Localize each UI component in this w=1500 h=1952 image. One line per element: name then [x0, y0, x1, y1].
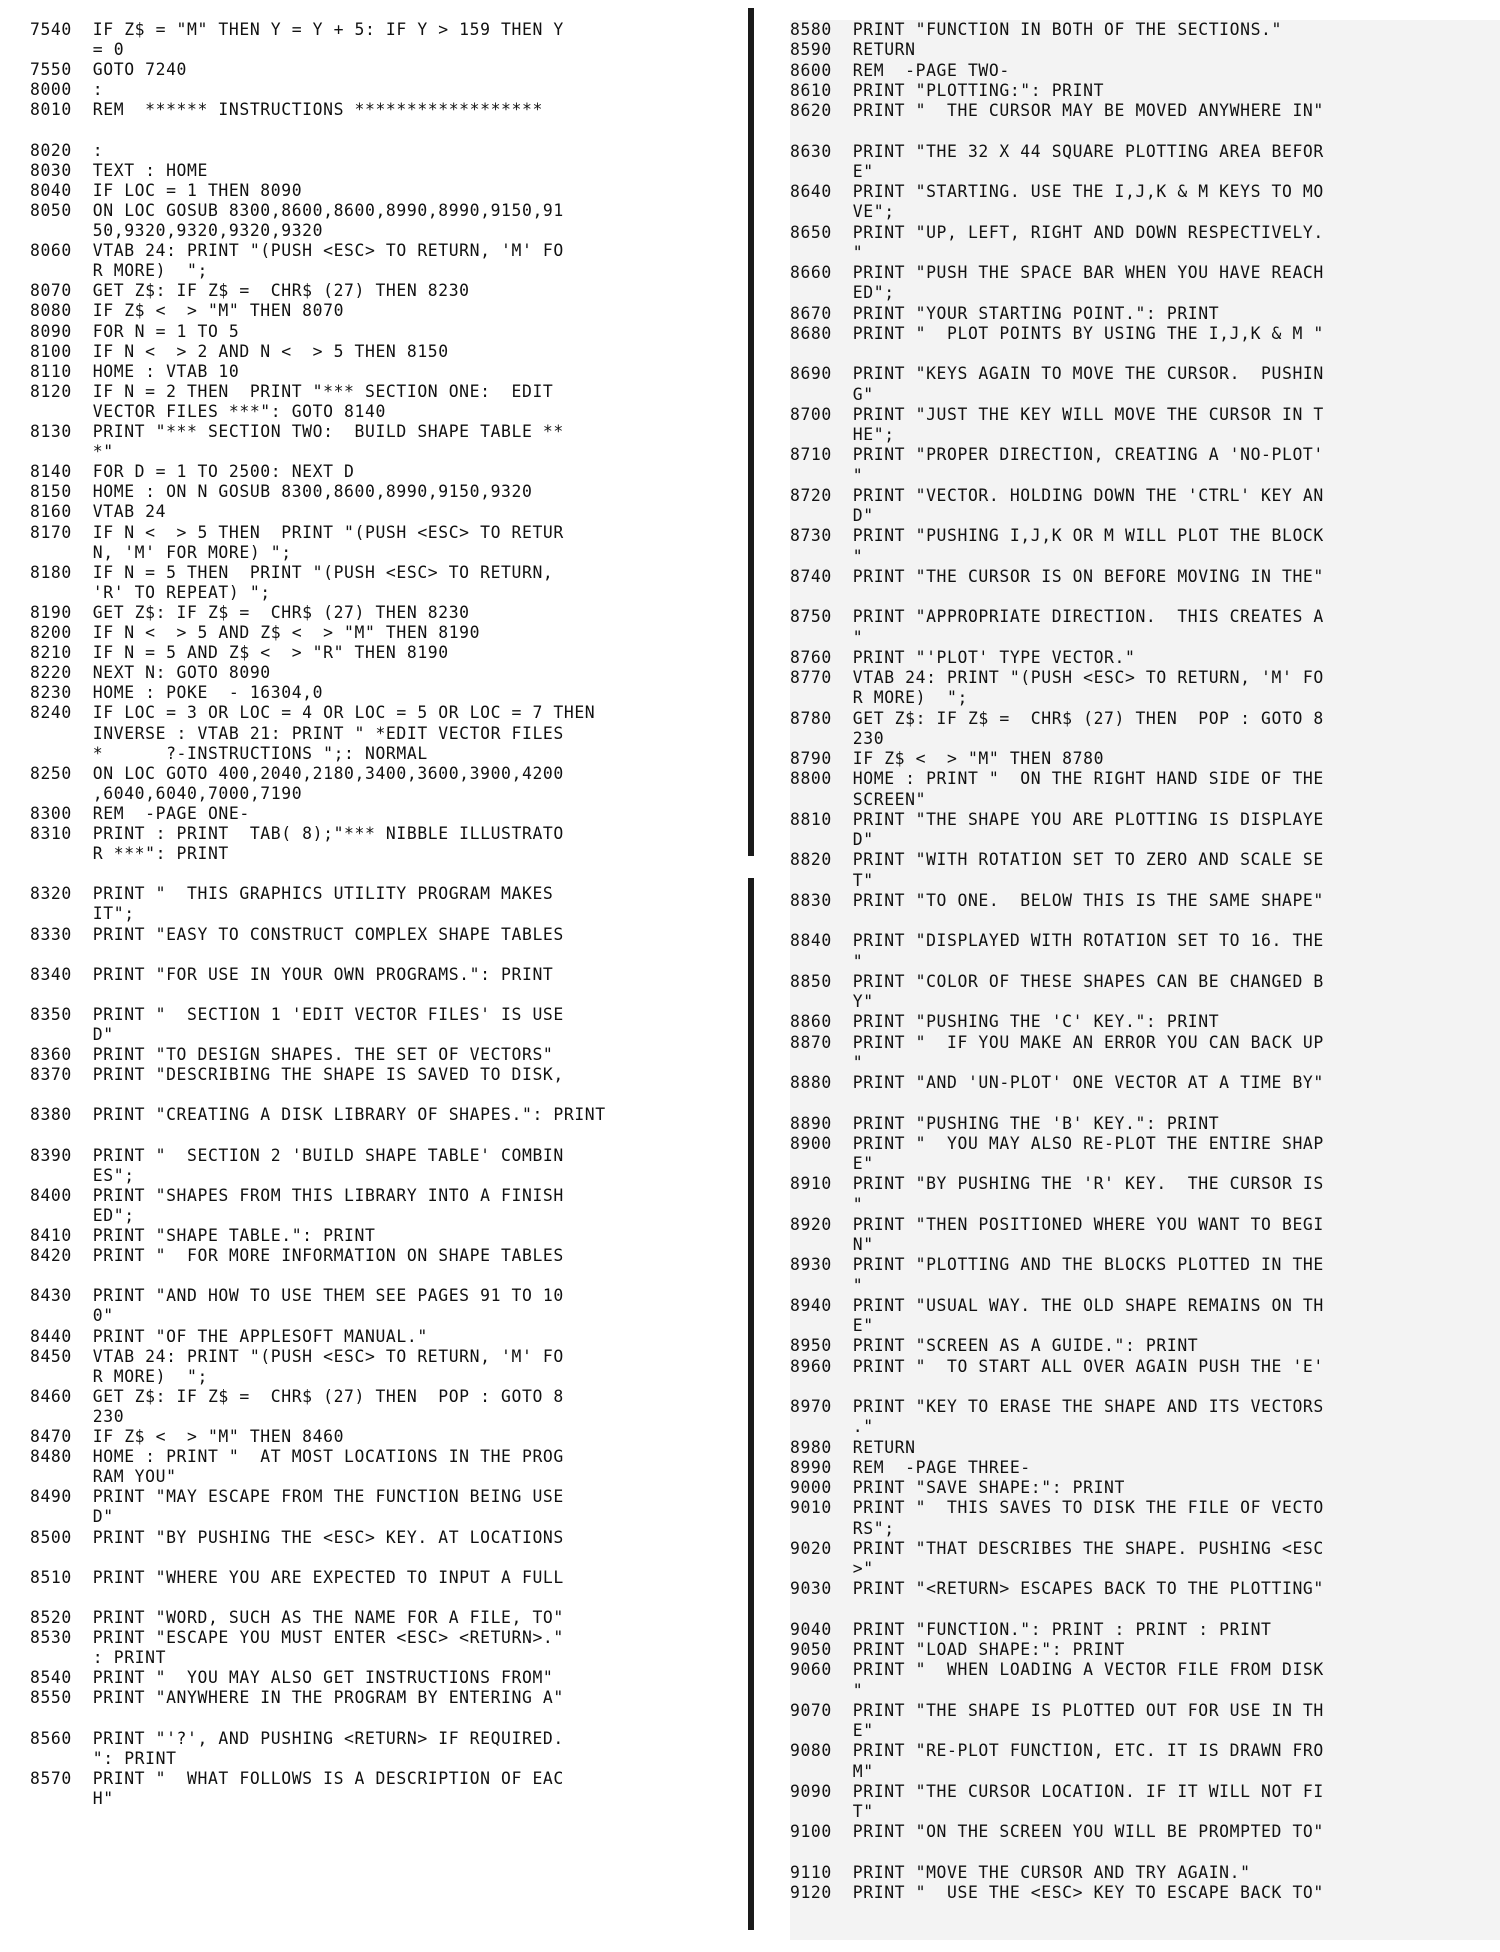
listing-line: ED"; — [30, 1205, 135, 1225]
listing-line: 8400 PRINT "SHAPES FROM THIS LIBRARY INTO A FINISH — [30, 1185, 564, 1205]
listing-line: 8460 GET Z$: IF Z$ = CHR$ (27) THEN POP : GOTO 8 — [30, 1386, 564, 1406]
listing-line: 8780 GET Z$: IF Z$ = CHR$ (27) THEN POP : GOTO 8 — [790, 708, 1324, 728]
listing-line: D" — [30, 1025, 114, 1044]
listing-line: 8380 PRINT "CREATING A DISK LIBRARY OF SHAPES.": PRINT — [30, 1105, 606, 1125]
listing-line: 8530 PRINT "ESCAPE YOU MUST ENTER <ESC> <RETURN>." — [30, 1628, 564, 1647]
listing-line: 9120 PRINT " USE THE <ESC> KEY TO ESCAPE BACK TO" — [790, 1883, 1324, 1902]
listing-column-right — [790, 20, 1500, 1940]
listing-line: T" — [790, 1802, 874, 1821]
listing-line: 8370 PRINT "DESCRIBING THE SHAPE IS SAVED TO DISK, — [30, 1065, 564, 1085]
listing-line: " — [790, 242, 864, 262]
listing-line: 8940 PRINT "USUAL WAY. THE OLD SHAPE REMAINS ON TH — [790, 1295, 1324, 1315]
listing-line: 8480 HOME : PRINT " AT MOST LOCATIONS IN THE PROG — [30, 1447, 564, 1467]
listing-line: 8830 PRINT "TO ONE. BELOW THIS IS THE SAME SHAPE" — [790, 890, 1324, 910]
listing-line: E" — [790, 161, 874, 181]
listing-line: * ?-INSTRUCTIONS ";: NORMAL — [30, 743, 428, 763]
listing-line: 8630 PRINT "THE 32 X 44 SQUARE PLOTTING AREA BEFOR — [790, 141, 1324, 161]
listing-line: 8240 IF LOC = 3 OR LOC = 4 OR LOC = 5 OR LOC = 7 THEN — [30, 703, 596, 723]
listing-line: 9090 PRINT "THE CURSOR LOCATION. IF IT WILL NOT FI — [790, 1781, 1324, 1801]
listing-line: 8640 PRINT "STARTING. USE THE I,J,K & M KEYS TO MO — [790, 182, 1324, 201]
listing-line: 8880 PRINT "AND 'UN-PLOT' ONE VECTOR AT A TIME BY" — [790, 1073, 1324, 1092]
listing-line: " — [790, 1194, 864, 1214]
listing-line: " — [790, 546, 864, 566]
listing-line: 8510 PRINT "WHERE YOU ARE EXPECTED TO INPUT A FULL — [30, 1567, 564, 1587]
listing-line: 8970 PRINT "KEY TO ERASE THE SHAPE AND ITS VECTORS — [790, 1397, 1324, 1416]
listing-line: 8620 PRINT " THE CURSOR MAY BE MOVED ANYWHERE IN" — [790, 101, 1324, 120]
listing-line: 7540 IF Z$ = "M" THEN Y = Y + 5: IF Y > 159 THEN Y — [30, 20, 564, 39]
listing-line: 8190 GET Z$: IF Z$ = CHR$ (27) THEN 8230 — [30, 602, 470, 622]
listing-line: D" — [30, 1507, 114, 1527]
listing-line: 8350 PRINT " SECTION 1 'EDIT VECTOR FILES' IS USE — [30, 1004, 564, 1024]
listing-line: E" — [790, 1154, 874, 1173]
listing-line: >" — [790, 1559, 874, 1578]
listing-line: N, 'M' FOR MORE) "; — [30, 542, 292, 562]
listing-line: 8960 PRINT " TO START ALL OVER AGAIN PUSH THE 'E' — [790, 1356, 1324, 1376]
listing-line: " — [790, 1275, 864, 1295]
listing-line: G" — [790, 384, 874, 404]
listing-line: 8610 PRINT "PLOTTING:": PRINT — [790, 80, 1105, 100]
listing-column-left — [30, 20, 710, 1830]
listing-line: RAM YOU" — [30, 1467, 177, 1487]
listing-line: 9100 PRINT "ON THE SCREEN YOU WILL BE PROMPTED TO" — [790, 1822, 1324, 1842]
listing-line: 'R' TO REPEAT) "; — [30, 582, 271, 602]
listing-line: 9070 PRINT "THE SHAPE IS PLOTTED OUT FOR USE IN TH — [790, 1700, 1324, 1720]
listing-line: 8210 IF N = 5 AND Z$ < > "R" THEN 8190 — [30, 643, 449, 663]
listing-line: 9020 PRINT "THAT DESCRIBES THE SHAPE. PUSHING <ESC — [790, 1538, 1324, 1558]
listing-line: 9050 PRINT "LOAD SHAPE:": PRINT — [790, 1640, 1125, 1659]
listing-line: : PRINT — [30, 1648, 167, 1668]
listing-line: 8050 ON LOC GOSUB 8300,8600,8600,8990,8990,9150,91 — [30, 200, 564, 220]
listing-line: " — [790, 1680, 864, 1700]
listing-line: 230 — [30, 1406, 125, 1426]
listing-line: ED"; — [790, 283, 895, 303]
listing-line: SCREEN" — [790, 789, 927, 809]
listing-line: 8740 PRINT "THE CURSOR IS ON BEFORE MOVING IN THE" — [790, 566, 1324, 586]
listing-line: M" — [790, 1761, 874, 1781]
listing-line: 8140 FOR D = 1 TO 2500: NEXT D — [30, 462, 355, 482]
listing-line: 8800 HOME : PRINT " ON THE RIGHT HAND SIDE OF THE — [790, 769, 1324, 789]
listing-line: " — [790, 951, 864, 971]
listing-line: 8500 PRINT "BY PUSHING THE <ESC> KEY. AT LOCATIONS — [30, 1527, 564, 1547]
listing-line: 8700 PRINT "JUST THE KEY WILL MOVE THE CURSOR IN T — [790, 404, 1324, 424]
listing-line: 8180 IF N = 5 THEN PRINT "(PUSH <ESC> TO RETURN, — [30, 562, 554, 582]
listing-line: 8430 PRINT "AND HOW TO USE THEM SEE PAGES 91 TO 10 — [30, 1286, 564, 1306]
listing-line: E" — [790, 1721, 874, 1740]
listing-line: HE"; — [790, 425, 895, 444]
listing-line: 8920 PRINT "THEN POSITIONED WHERE YOU WANT TO BEGI — [790, 1214, 1324, 1234]
listing-line: 8560 PRINT "'?', AND PUSHING <RETURN> IF REQUIRED. — [30, 1728, 564, 1748]
listing-line: 8040 IF LOC = 1 THEN 8090 — [30, 180, 303, 200]
listing-line: 8320 PRINT " THIS GRAPHICS UTILITY PROGRAM MAKES — [30, 884, 554, 904]
listing-line: RS"; — [790, 1518, 895, 1538]
listing-line: 8770 VTAB 24: PRINT "(PUSH <ESC> TO RETURN, 'M' FO — [790, 668, 1324, 687]
listing-line: 8570 PRINT " WHAT FOLLOWS IS A DESCRIPTION OF EAC — [30, 1768, 564, 1788]
listing-line: 8890 PRINT "PUSHING THE 'B' KEY.": PRINT — [790, 1113, 1220, 1133]
listing-line: N" — [790, 1235, 874, 1254]
column-divider-top — [748, 8, 754, 856]
listing-line: 8090 FOR N = 1 TO 5 — [30, 321, 240, 341]
listing-line: IT"; — [30, 904, 135, 924]
listing-line: VECTOR FILES ***": GOTO 8140 — [30, 401, 386, 421]
listing-line: 8060 VTAB 24: PRINT "(PUSH <ESC> TO RETURN, 'M' FO — [30, 241, 564, 261]
listing-line: 8150 HOME : ON N GOSUB 8300,8600,8990,9150,9320 — [30, 482, 533, 502]
listing-line: 8100 IF N < > 2 AND N < > 5 THEN 8150 — [30, 341, 449, 361]
listing-line: ES"; — [30, 1165, 135, 1185]
listing-line: 8230 HOME : POKE - 16304,0 — [30, 683, 324, 703]
listing-line: 9080 PRINT "RE-PLOT FUNCTION, ETC. IT IS DRAWN FRO — [790, 1741, 1324, 1761]
listing-line: 8580 PRINT "FUNCTION IN BOTH OF THE SECTIONS." — [790, 20, 1282, 39]
listing-line: 8900 PRINT " YOU MAY ALSO RE-PLOT THE ENTIRE SHAP — [790, 1133, 1324, 1153]
listing-line: R MORE) "; — [30, 261, 208, 281]
listing-line: 8300 REM -PAGE ONE- — [30, 803, 250, 823]
listing-line: 8490 PRINT "MAY ESCAPE FROM THE FUNCTION BEING USE — [30, 1487, 564, 1507]
listing-line: 8790 IF Z$ < > "M" THEN 8780 — [790, 749, 1105, 768]
listing-line: 8720 PRINT "VECTOR. HOLDING DOWN THE 'CTRL' KEY AN — [790, 485, 1324, 505]
listing-line: 8760 PRINT "'PLOT' TYPE VECTOR." — [790, 647, 1136, 667]
listing-line: 8930 PRINT "PLOTTING AND THE BLOCKS PLOTTED IN THE — [790, 1255, 1324, 1275]
listing-line: 8660 PRINT "PUSH THE SPACE BAR WHEN YOU HAVE REACH — [790, 263, 1324, 282]
listing-line: 8860 PRINT "PUSHING THE 'C' KEY.": PRINT — [790, 1012, 1220, 1032]
listing-line: 8020 : — [30, 140, 104, 160]
listing-line: 8330 PRINT "EASY TO CONSTRUCT COMPLEX SHAPE TABLES — [30, 924, 564, 944]
listing-line: 8000 : — [30, 80, 104, 100]
listing-line: 8360 PRINT "TO DESIGN SHAPES. THE SET OF VECTORS" — [30, 1045, 554, 1065]
listing-line: 9010 PRINT " THIS SAVES TO DISK THE FILE OF VECTO — [790, 1498, 1324, 1518]
listing-line: 8390 PRINT " SECTION 2 'BUILD SHAPE TABLE' COMBIN — [30, 1145, 564, 1165]
listing-line: 8750 PRINT "APPROPRIATE DIRECTION. THIS CREATES A — [790, 607, 1324, 627]
listing-line: 8730 PRINT "PUSHING I,J,K OR M WILL PLOT THE BLOCK — [790, 526, 1324, 546]
listing-line: 8170 IF N < > 5 THEN PRINT "(PUSH <ESC> TO RETUR — [30, 522, 564, 542]
listing-line: ,6040,6040,7000,7190 — [30, 783, 303, 803]
listing-line: 8690 PRINT "KEYS AGAIN TO MOVE THE CURSOR. PUSHIN — [790, 364, 1324, 384]
listing-line: H" — [30, 1788, 114, 1808]
listing-line: 8810 PRINT "THE SHAPE YOU ARE PLOTTING IS DISPLAYE — [790, 809, 1324, 829]
listing-line: 8820 PRINT "WITH ROTATION SET TO ZERO AND SCALE SE — [790, 850, 1324, 870]
listing-line: 8590 RETURN — [790, 40, 916, 60]
listing-line: 230 — [790, 728, 885, 748]
listing-line: 8980 RETURN — [790, 1437, 916, 1457]
listing-line: 8310 PRINT : PRINT TAB( 8);"*** NIBBLE ILLUSTRATO — [30, 824, 564, 843]
listing-line: 8160 VTAB 24 — [30, 502, 167, 522]
listing-line: 8080 IF Z$ < > "M" THEN 8070 — [30, 301, 345, 321]
listing-line: ." — [790, 1417, 874, 1437]
listing-line: Y" — [790, 992, 874, 1011]
listing-line: 9000 PRINT "SAVE SHAPE:": PRINT — [790, 1478, 1125, 1497]
listing-line: D" — [790, 506, 874, 525]
listing-line: 8450 VTAB 24: PRINT "(PUSH <ESC> TO RETURN, 'M' FO — [30, 1346, 564, 1366]
listing-line: 8600 REM -PAGE TWO- — [790, 60, 1010, 80]
listing-line: 8650 PRINT "UP, LEFT, RIGHT AND DOWN RESPECTIVELY. — [790, 222, 1324, 242]
listing-line: R MORE) "; — [30, 1366, 208, 1386]
listing-line: 8680 PRINT " PLOT POINTS BY USING THE I,J,K & M " — [790, 323, 1324, 343]
listing-line: R ***": PRINT — [30, 844, 229, 864]
listing-line: 9040 PRINT "FUNCTION.": PRINT : PRINT : PRINT — [790, 1619, 1272, 1639]
listing-line: 8410 PRINT "SHAPE TABLE.": PRINT — [30, 1226, 376, 1245]
listing-line: 8910 PRINT "BY PUSHING THE 'R' KEY. THE CURSOR IS — [790, 1174, 1324, 1194]
listing-line: 8950 PRINT "SCREEN AS A GUIDE.": PRINT — [790, 1336, 1199, 1356]
listing-line: 8520 PRINT "WORD, SUCH AS THE NAME FOR A FILE, TO" — [30, 1607, 564, 1627]
listing-line: 8420 PRINT " FOR MORE INFORMATION ON SHAPE TABLES — [30, 1246, 564, 1266]
column-divider-bottom — [748, 878, 754, 1930]
listing-line: 8070 GET Z$: IF Z$ = CHR$ (27) THEN 8230 — [30, 281, 470, 301]
listing-line: 8550 PRINT "ANYWHERE IN THE PROGRAM BY ENTERING A" — [30, 1688, 564, 1708]
listing-line: *" — [30, 442, 114, 462]
listing-line: 8030 TEXT : HOME — [30, 160, 208, 180]
listing-line: VE"; — [790, 202, 895, 222]
listing-line: 8250 ON LOC GOTO 400,2040,2180,3400,3600,3900,4200 — [30, 763, 564, 783]
listing-line: 8540 PRINT " YOU MAY ALSO GET INSTRUCTIONS FROM" — [30, 1668, 554, 1688]
listing-line: D" — [790, 830, 874, 849]
listing-line: 8010 REM ****** INSTRUCTIONS ****************** — [30, 100, 543, 120]
listing-line: " — [790, 627, 864, 647]
listing-line: 8110 HOME : VTAB 10 — [30, 361, 240, 381]
listing-line: 8850 PRINT "COLOR OF THESE SHAPES CAN BE CHANGED B — [790, 971, 1324, 991]
listing-line: 9030 PRINT "<RETURN> ESCAPES BACK TO THE PLOTTING" — [790, 1579, 1324, 1599]
listing-line: E" — [790, 1316, 874, 1335]
listing-line: 8870 PRINT " IF YOU MAKE AN ERROR YOU CAN BACK UP — [790, 1032, 1324, 1052]
listing-line: 8670 PRINT "YOUR STARTING POINT.": PRINT — [790, 303, 1220, 323]
listing-line: 8440 PRINT "OF THE APPLESOFT MANUAL." — [30, 1326, 428, 1346]
listing-line: 8130 PRINT "*** SECTION TWO: BUILD SHAPE TABLE ** — [30, 422, 564, 441]
listing-line: 50,9320,9320,9320,9320 — [30, 221, 324, 240]
listing-line: = 0 — [30, 40, 125, 60]
listing-line: 8200 IF N < > 5 AND Z$ < > "M" THEN 8190 — [30, 623, 481, 642]
listing-line: 8470 IF Z$ < > "M" THEN 8460 — [30, 1427, 345, 1446]
listing-line: 8220 NEXT N: GOTO 8090 — [30, 663, 271, 683]
listing-line: " — [790, 1052, 864, 1072]
listing-line: " — [790, 465, 864, 485]
listing-line: 8990 REM -PAGE THREE- — [790, 1457, 1031, 1477]
listing-line: 8340 PRINT "FOR USE IN YOUR OWN PROGRAMS.": PRINT — [30, 964, 554, 984]
listing-line: 0" — [30, 1306, 114, 1326]
listing-line: 8840 PRINT "DISPLAYED WITH ROTATION SET TO 16. THE — [790, 931, 1324, 951]
listing-line: INVERSE : VTAB 21: PRINT " *EDIT VECTOR FILES — [30, 723, 564, 743]
listing-line: 7550 GOTO 7240 — [30, 60, 188, 80]
listing-line: 8120 IF N = 2 THEN PRINT "*** SECTION ONE: EDIT — [30, 381, 554, 401]
listing-line: T" — [790, 870, 874, 890]
listing-line: 8710 PRINT "PROPER DIRECTION, CREATING A 'NO-PLOT' — [790, 445, 1324, 465]
listing-line: ": PRINT — [30, 1748, 177, 1768]
listing-line: 9110 PRINT "MOVE THE CURSOR AND TRY AGAIN." — [790, 1862, 1251, 1882]
listing-line: R MORE) "; — [790, 688, 968, 708]
listing-line: 9060 PRINT " WHEN LOADING A VECTOR FILE FROM DISK — [790, 1660, 1324, 1680]
